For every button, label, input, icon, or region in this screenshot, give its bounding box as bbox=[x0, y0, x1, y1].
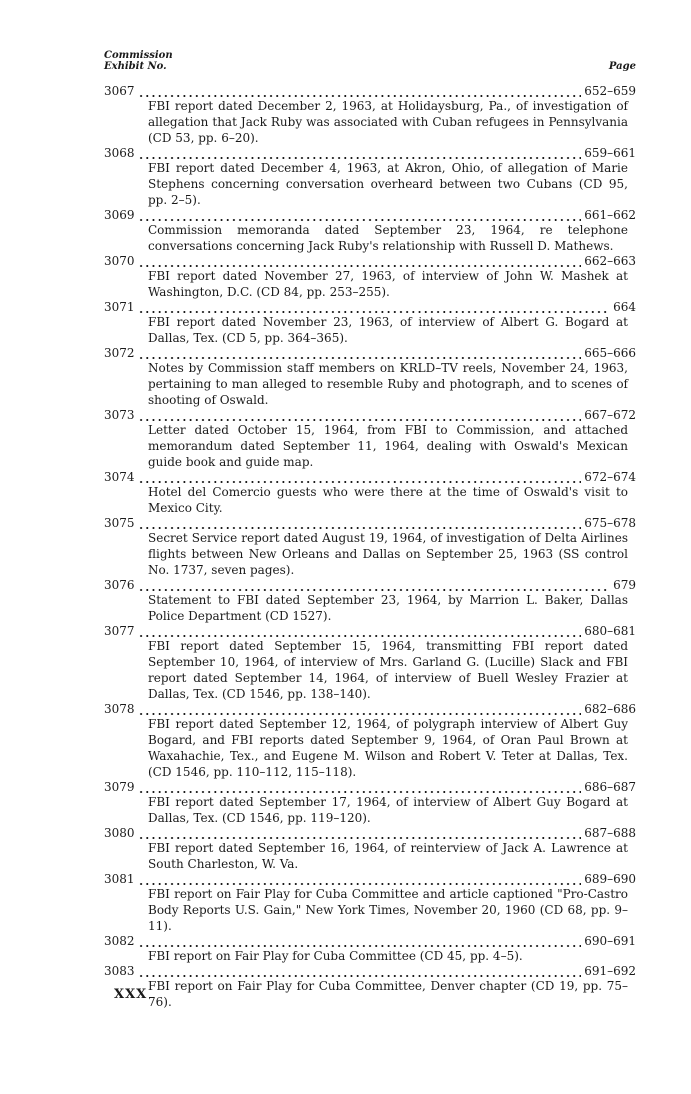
dot-leader bbox=[138, 578, 611, 592]
entry-number-line bbox=[104, 578, 636, 592]
exhibit-description: FBI report dated November 27, 1963, of interview of John W. Mashek at Washington, D.C. (CD 84, pp. 253–255). bbox=[148, 269, 628, 299]
exhibit-description: FBI report dated September 15, 1964, transmitting FBI report dated September 10, 1964, of interview of Mrs. Garland G. (Lucille) Slack and FBI report dated September 14, 1964, of interview of Buell Wesley Frazier at Dallas, Tex. (CD 1546, pp. 138–140). bbox=[148, 639, 628, 701]
exhibit-description: Notes by Commission staff members on KRLD–TV reels, November 24, 1963, pertaining to man alleged to resemble Ruby and photograph, and to scenes of shooting of Oswald. bbox=[148, 361, 628, 407]
page-column-heading: Page bbox=[608, 61, 636, 72]
heading-commission: Commission bbox=[104, 50, 173, 61]
dot-leader bbox=[138, 780, 582, 794]
exhibit-entry bbox=[104, 624, 636, 702]
exhibit-entry bbox=[104, 826, 636, 872]
exhibit-number: 3072 bbox=[104, 346, 135, 360]
exhibit-column-heading bbox=[104, 50, 173, 72]
exhibit-number: 3077 bbox=[104, 624, 135, 638]
entry-number-line bbox=[104, 408, 636, 422]
entry-number-line bbox=[104, 702, 636, 716]
exhibit-number: 3073 bbox=[104, 408, 135, 422]
exhibit-number: 3068 bbox=[104, 146, 135, 160]
dot-leader bbox=[138, 934, 582, 948]
page-range: 652–659 bbox=[584, 84, 636, 98]
exhibit-description: FBI report dated December 4, 1963, at Akron, Ohio, of allegation of Marie Stephens concerning conversation overheard between two Cubans (CD 95, pp. 2–5). bbox=[148, 161, 628, 207]
page-range: 672–674 bbox=[584, 470, 636, 484]
entry-number-line bbox=[104, 624, 636, 638]
page-range: 680–681 bbox=[584, 624, 636, 638]
dot-leader bbox=[138, 516, 582, 530]
exhibit-number: 3083 bbox=[104, 964, 135, 978]
page-range: 675–678 bbox=[584, 516, 636, 530]
dot-leader bbox=[138, 624, 582, 638]
exhibit-number: 3070 bbox=[104, 254, 135, 268]
exhibit-number: 3081 bbox=[104, 872, 135, 886]
page-range: 689–690 bbox=[584, 872, 636, 886]
exhibit-number: 3075 bbox=[104, 516, 135, 530]
dot-leader bbox=[138, 84, 582, 98]
entry-number-line bbox=[104, 964, 636, 978]
exhibit-description: Hotel del Comercio guests who were there at the time of Oswald's visit to Mexico City. bbox=[148, 485, 628, 515]
exhibit-entry bbox=[104, 254, 636, 300]
exhibit-entry bbox=[104, 346, 636, 408]
exhibit-entry bbox=[104, 702, 636, 780]
dot-leader bbox=[138, 346, 582, 360]
dot-leader bbox=[138, 300, 611, 314]
exhibit-description: Letter dated October 15, 1964, from FBI to Commission, and attached memorandum dated September 11, 1964, dealing with Oswald's Mexican guide book and guide map. bbox=[148, 423, 628, 469]
dot-leader bbox=[138, 146, 582, 160]
page-range: 659–661 bbox=[584, 146, 636, 160]
page-range: 682–686 bbox=[584, 702, 636, 716]
entry-number-line bbox=[104, 934, 636, 948]
dot-leader bbox=[138, 964, 582, 978]
entry-number-line bbox=[104, 84, 636, 98]
column-header bbox=[104, 50, 636, 84]
exhibit-entry bbox=[104, 964, 636, 1010]
exhibit-number: 3074 bbox=[104, 470, 135, 484]
entry-number-line bbox=[104, 780, 636, 794]
exhibit-entry bbox=[104, 470, 636, 516]
exhibit-number: 3079 bbox=[104, 780, 135, 794]
page-range: 686–687 bbox=[584, 780, 636, 794]
exhibit-description: FBI report dated November 23, 1963, of interview of Albert G. Bogard at Dallas, Tex. (CD 5, pp. 364–365). bbox=[148, 315, 628, 345]
exhibit-number: 3067 bbox=[104, 84, 135, 98]
exhibit-entry bbox=[104, 84, 636, 146]
exhibit-entry bbox=[104, 208, 636, 254]
entry-number-line bbox=[104, 470, 636, 484]
page-range: 662–663 bbox=[584, 254, 636, 268]
dot-leader bbox=[138, 872, 582, 886]
exhibit-description: FBI report dated September 17, 1964, of interview of Albert Guy Bogard at Dallas, Tex. (CD 1546, pp. 119–120). bbox=[148, 795, 628, 825]
page-range: 667–672 bbox=[584, 408, 636, 422]
entry-number-line bbox=[104, 826, 636, 840]
exhibit-description: FBI report dated September 12, 1964, of polygraph interview of Albert Guy Bogard, and FBI reports dated September 9, 1964, of Oran Paul Brown at Waxahachie, Tex., and Eugene M. Wilson and Robert V. Teter at Dallas, Tex. (CD 1546, pp. 110–112, 115–118). bbox=[148, 717, 628, 779]
exhibit-entry bbox=[104, 578, 636, 624]
exhibit-description: FBI report on Fair Play for Cuba Committee, Denver chapter (CD 19, pp. 75–76). bbox=[148, 979, 628, 1009]
exhibit-entry bbox=[104, 146, 636, 208]
dot-leader bbox=[138, 408, 582, 422]
page-range: 690–691 bbox=[584, 934, 636, 948]
exhibit-entry bbox=[104, 934, 636, 964]
page-range: 665–666 bbox=[584, 346, 636, 360]
entry-number-line bbox=[104, 516, 636, 530]
exhibit-description: FBI report on Fair Play for Cuba Committee (CD 45, pp. 4–5). bbox=[148, 949, 523, 963]
entry-number-line bbox=[104, 872, 636, 886]
dot-leader bbox=[138, 702, 582, 716]
exhibit-description: FBI report dated September 16, 1964, of reinterview of Jack A. Lawrence at South Charleston, W. Va. bbox=[148, 841, 628, 871]
entry-number-line bbox=[104, 254, 636, 268]
exhibit-number: 3082 bbox=[104, 934, 135, 948]
heading-exhibit-no: Exhibit No. bbox=[104, 61, 167, 72]
exhibit-number: 3080 bbox=[104, 826, 135, 840]
exhibit-entry bbox=[104, 780, 636, 826]
dot-leader bbox=[138, 470, 582, 484]
exhibit-description: FBI report on Fair Play for Cuba Committee and article captioned "Pro-Castro Body Reports U.S. Gain," New York Times, November 20, 1960 (CD 68, pp. 9–11). bbox=[148, 887, 628, 933]
page-range: 691–692 bbox=[584, 964, 636, 978]
dot-leader bbox=[138, 208, 582, 222]
page-range: 664 bbox=[613, 300, 636, 314]
entry-number-line bbox=[104, 300, 636, 314]
entry-number-line bbox=[104, 208, 636, 222]
page-number: XXX bbox=[114, 987, 148, 1002]
page-range: 679 bbox=[613, 578, 636, 592]
page-range: 687–688 bbox=[584, 826, 636, 840]
exhibit-entry bbox=[104, 300, 636, 346]
exhibit-entry bbox=[104, 872, 636, 934]
exhibit-description: Secret Service report dated August 19, 1964, of investigation of Delta Airlines flights between New Orleans and Dallas on September 25, 1963 (SS control No. 1737, seven pages). bbox=[148, 531, 628, 577]
exhibit-index-page bbox=[104, 50, 636, 1010]
entry-number-line bbox=[104, 146, 636, 160]
exhibit-list bbox=[104, 84, 636, 1010]
dot-leader bbox=[138, 254, 582, 268]
dot-leader bbox=[138, 826, 582, 840]
entry-number-line bbox=[104, 346, 636, 360]
exhibit-description: Commission memoranda dated September 23, 1964, re telephone conversations concerning Jack Ruby's relationship with Russell D. Mathews. bbox=[148, 223, 628, 253]
page-range: 661–662 bbox=[584, 208, 636, 222]
exhibit-entry bbox=[104, 408, 636, 470]
exhibit-number: 3078 bbox=[104, 702, 135, 716]
exhibit-number: 3071 bbox=[104, 300, 135, 314]
exhibit-number: 3076 bbox=[104, 578, 135, 592]
exhibit-description: Statement to FBI dated September 23, 1964, by Marrion L. Baker, Dallas Police Department (CD 1527). bbox=[148, 593, 628, 623]
exhibit-number: 3069 bbox=[104, 208, 135, 222]
exhibit-description: FBI report dated December 2, 1963, at Holidaysburg, Pa., of investigation of allegation that Jack Ruby was associated with Cuban refugees in Pennsylvania (CD 53, pp. 6–20). bbox=[148, 99, 628, 145]
exhibit-entry bbox=[104, 516, 636, 578]
